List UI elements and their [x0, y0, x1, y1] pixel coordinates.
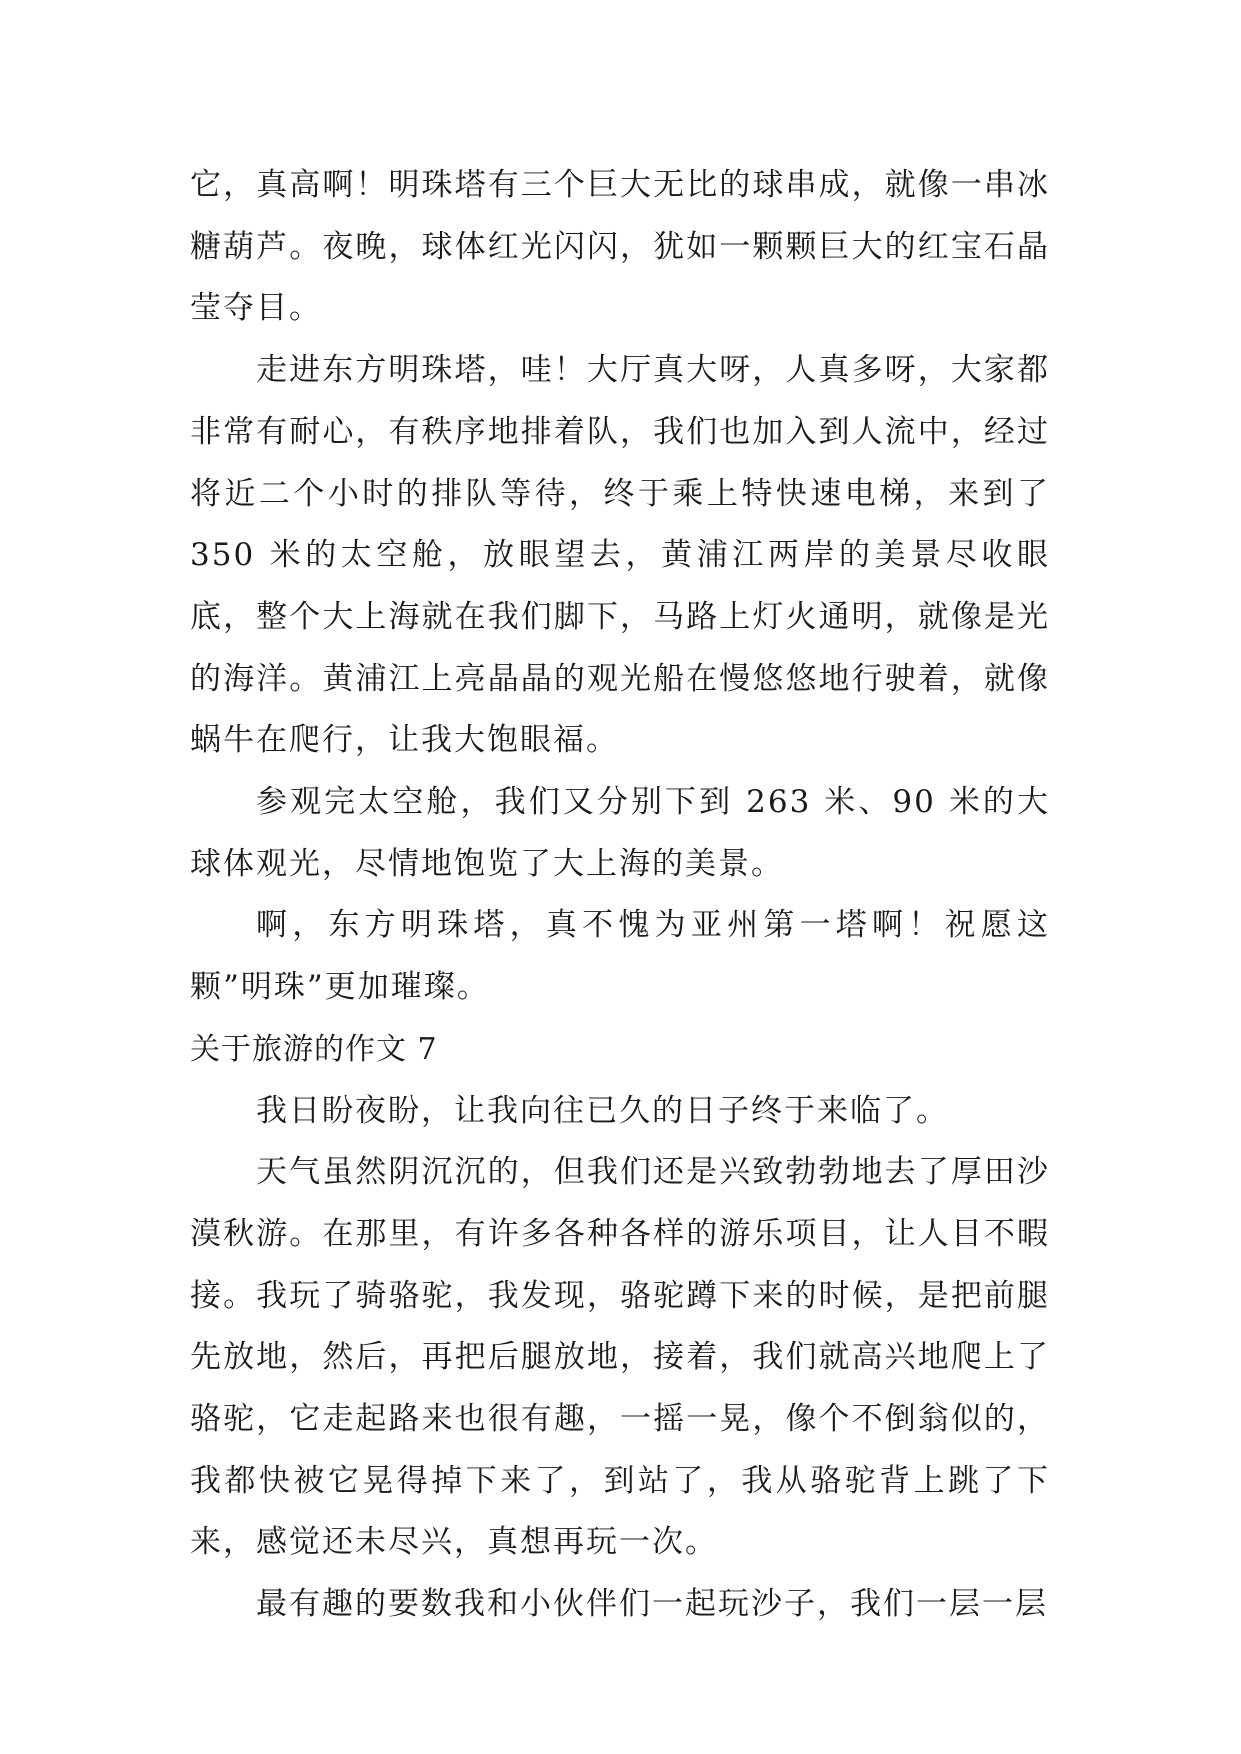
paragraph-camel-ride: 天气虽然阴沉沉的，但我们还是兴致勃勃地去了厚田沙漠秋游。在那里，有许多各种各样的游乐项目，让人目不暇接。我玩了骑骆驼，我发现，骆驼蹲下来的时候，是把前腿先放地，然后，再把后腿放地，接着，我们就高兴地爬上了骆驼，它走起路来也很有趣，一摇一晃，像个不倒翁似的，我都快被它晃得掉下来了，到站了，我从骆驼背上跳了下来，感觉还未尽兴，真想再玩一次。: [190, 1154, 1050, 1561]
paragraph-space-module: 走进东方明珠塔，哇！大厅真大呀，人真多呀，大家都非常有耐心，有秩序地排着队，我们也加入到人流中，经过将近二个小时的排队等待，终于乘上特快速电梯，来到了 350 米的太空舱，放眼望去，黄浦江两岸的美景尽收眼底，整个大上海就在我们脚下，马路上灯火通明，就像是光的海洋。黄浦江上亮晶晶的观光船在慢悠悠地行驶着，就像蜗牛在爬行，让我大饱眼福。: [190, 352, 1050, 759]
paragraph-sphere-visit: 参观完太空舱，我们又分别下到 263 米、90 米的大球体观光，尽情地饱览了大上海的美景。: [190, 784, 1050, 882]
essay-heading: 关于旅游的作文 7: [190, 1031, 438, 1067]
paragraph-closing-wish: 啊，东方明珠塔，真不愧为亚州第一塔啊！祝愿这颗”明珠”更加璀璨。: [190, 907, 1050, 1006]
paragraph-anticipation: 我日盼夜盼，让我向往已久的日子终于来临了。: [256, 1092, 949, 1129]
paragraph-tower-description: 它，真高啊！明珠塔有三个巨大无比的球串成，就像一串冰糖葫芦。夜晚，球体红光闪闪，犹如一颗颗巨大的红宝石晶莹夺目。: [190, 167, 1050, 327]
document-body: [190, 155, 1050, 1636]
paragraph-sand-play: 最有趣的要数我和小伙伴们一起玩沙子，我们一层一层: [256, 1586, 1048, 1623]
